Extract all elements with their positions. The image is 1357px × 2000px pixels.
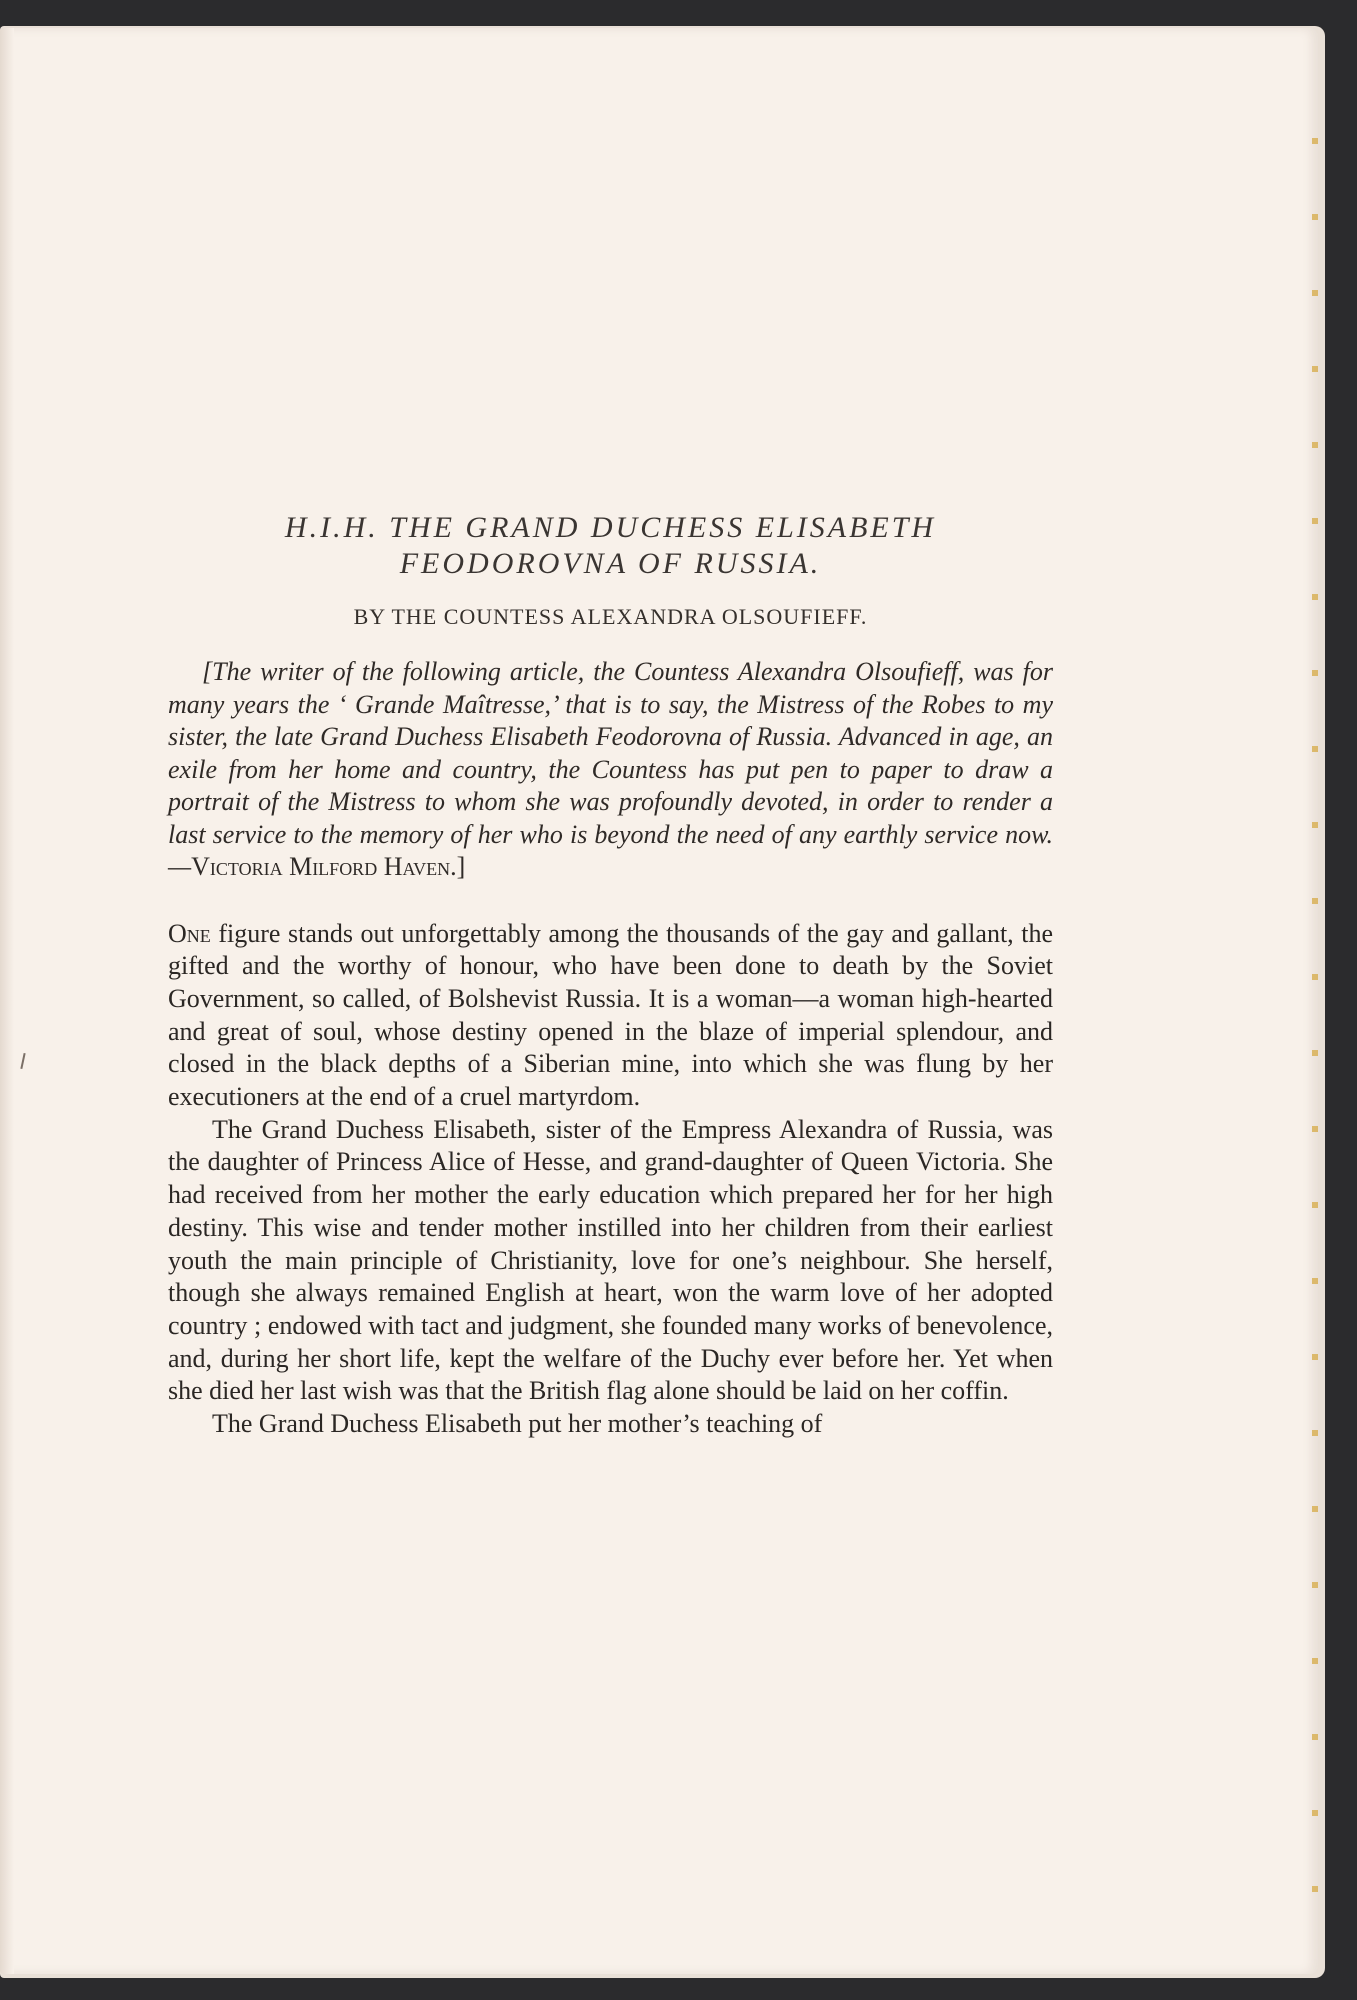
article-byline: BY THE COUNTESS ALEXANDRA OLSOUFIEFF.: [353, 604, 868, 629]
paragraph-1-lead-word: One: [168, 918, 211, 948]
editor-note: [168, 656, 1053, 884]
margin-mark: [20, 1053, 25, 1069]
paragraph-2: The Grand Duchess Elisabeth, sister of the Empress Alexandra of Russia, was the daughter of Princess Alice of Hesse, and grand-daughter of Queen Victoria. She had received from her mother the early education which prepared her for her high destiny. This wise and tender mother instilled into her children from their earliest youth the main principle of Christianity, love for one’s neighbour. She herself, though she always remained English at heart, won the warm love of her adopted country ; endowed with tact and judgment, she founded many works of benevolence, and, during her short life, kept the welfare of the Duchy ever before her. Yet when she died her last wish was that the British flag alone should be laid on her coffin.: [168, 1114, 1053, 1406]
paragraph-1: [168, 918, 1053, 1114]
paragraph-3: The Grand Duchess Elisabeth put her mother’s teaching of: [212, 1409, 823, 1439]
gilt-fore-edge: [1312, 68, 1318, 1928]
page-gutter: [0, 28, 14, 1974]
article-title-line-2: FEODOROVNA OF RUSSIA.: [399, 547, 822, 580]
editor-signature: Victoria Milford Haven.]: [191, 852, 466, 881]
paragraph-1-text: figure stands out unforgettably among the thousands of the gay and gallant, the gifted and the worthy of honour, who have been done to death by the Soviet Government, so called, of Bolshevist Russia. It is a woman—a woman high-hearted and great of soul, whose destiny opened in the blaze of imperial splendour, and closed in the black depths of a Siberian mine, into which she was flung by her executioners at the end of a cruel martyrdom.: [168, 918, 1053, 1112]
article-title-line-1: H.I.H. THE GRAND DUCHESS ELISABETH: [284, 511, 937, 544]
article-title: [168, 510, 1053, 582]
editor-note-text: [The writer of the following article, the Countess Alexandra Olsoufieff, was for many years the ‘ Grande Maîtresse,’ that is to say, the Mistress of the Robes to my sister, the late Grand Duchess Elisabeth Feodorovna of Russia. Advanced in age, an exile from her home and country, the Countess has put pen to paper to draw a portrait of the Mistress to whom she was profoundly devoted, in order to render a last service to the memory of her who is beyond the need of any earthly service now.—: [168, 657, 1053, 881]
article: [168, 510, 1053, 1441]
